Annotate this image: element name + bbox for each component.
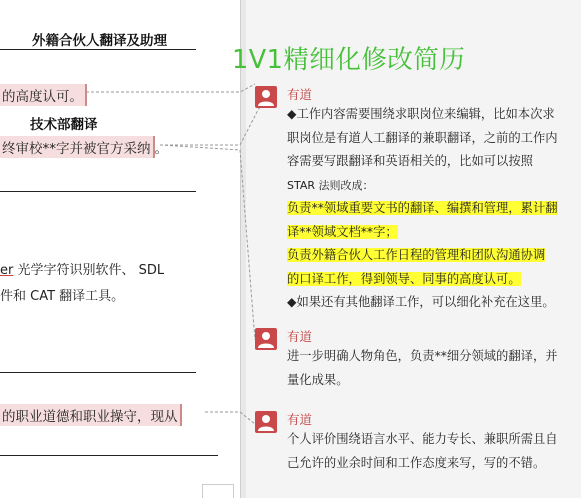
user-avatar-icon bbox=[255, 86, 277, 108]
commented-text-review[interactable]: 终审校**字并被官方采纳 bbox=[0, 136, 155, 158]
spellcheck-underlined-text: er bbox=[0, 263, 14, 278]
software-skills-text: 光学字符识别软件、 SDL bbox=[13, 263, 165, 278]
comment-body bbox=[287, 428, 579, 475]
user-avatar-icon bbox=[255, 328, 277, 350]
comment-body bbox=[287, 345, 579, 392]
section-heading-partner-translator: 外籍合伙人翻译及助理 bbox=[32, 33, 167, 49]
highlighted-suggestion: 的口译工作，得到领导、同事的高度认可。 bbox=[287, 271, 521, 286]
comment-line: ◆如果还有其他翻译工作，可以细化补充在这里。 bbox=[287, 295, 555, 309]
comment-line: 职岗位是有道人工翻译的兼职翻译，之前的工作内 bbox=[287, 130, 558, 145]
comment-line: 容需要写跟翻译和英语相关的，比如可以按照 bbox=[287, 154, 533, 168]
highlighted-suggestion: 译**领域文档**字； bbox=[287, 224, 398, 239]
comment-line: 量化成果。 bbox=[287, 372, 349, 387]
comment-line: STAR 法则改成： bbox=[287, 178, 374, 192]
comment-author: 有道 bbox=[287, 329, 313, 344]
highlighted-suggestion: 负责外籍合伙人工作日程的管理和团队沟通协调 bbox=[287, 248, 546, 262]
cat-tools-line: 件和 CAT 翻译工具。 bbox=[0, 289, 125, 304]
comment-line: 己允许的业余时间和工作态度来写，写的不错。 bbox=[287, 455, 546, 470]
comment-line: 进一步明确人物角色，负责**细分领域的翻译，并 bbox=[287, 349, 558, 363]
comment-author: 有道 bbox=[287, 412, 313, 427]
commented-text-recognition[interactable]: 的高度认可。 bbox=[0, 84, 87, 106]
user-avatar-icon bbox=[255, 411, 277, 433]
comment-line: 个人评价围绕语言水平、能力专长、兼职所需且自 bbox=[287, 432, 558, 446]
highlighted-suggestion: 负责**领域重要文书的翻译、编撰和管理，累计翻 bbox=[287, 201, 558, 215]
comment-author: 有道 bbox=[287, 87, 313, 102]
comment-line: ◆工作内容需要围绕求职岗位来编辑，比如本次求 bbox=[287, 107, 555, 121]
review-suffix: 。 bbox=[154, 141, 168, 157]
section-heading-tech-translator: 技术部翻译 bbox=[30, 117, 98, 133]
promo-banner: 1V1精细化修改简历 bbox=[232, 45, 466, 75]
commented-text-ethics[interactable]: 的职业道德和职业操守，现从 bbox=[0, 404, 182, 426]
comment-body bbox=[287, 103, 579, 315]
